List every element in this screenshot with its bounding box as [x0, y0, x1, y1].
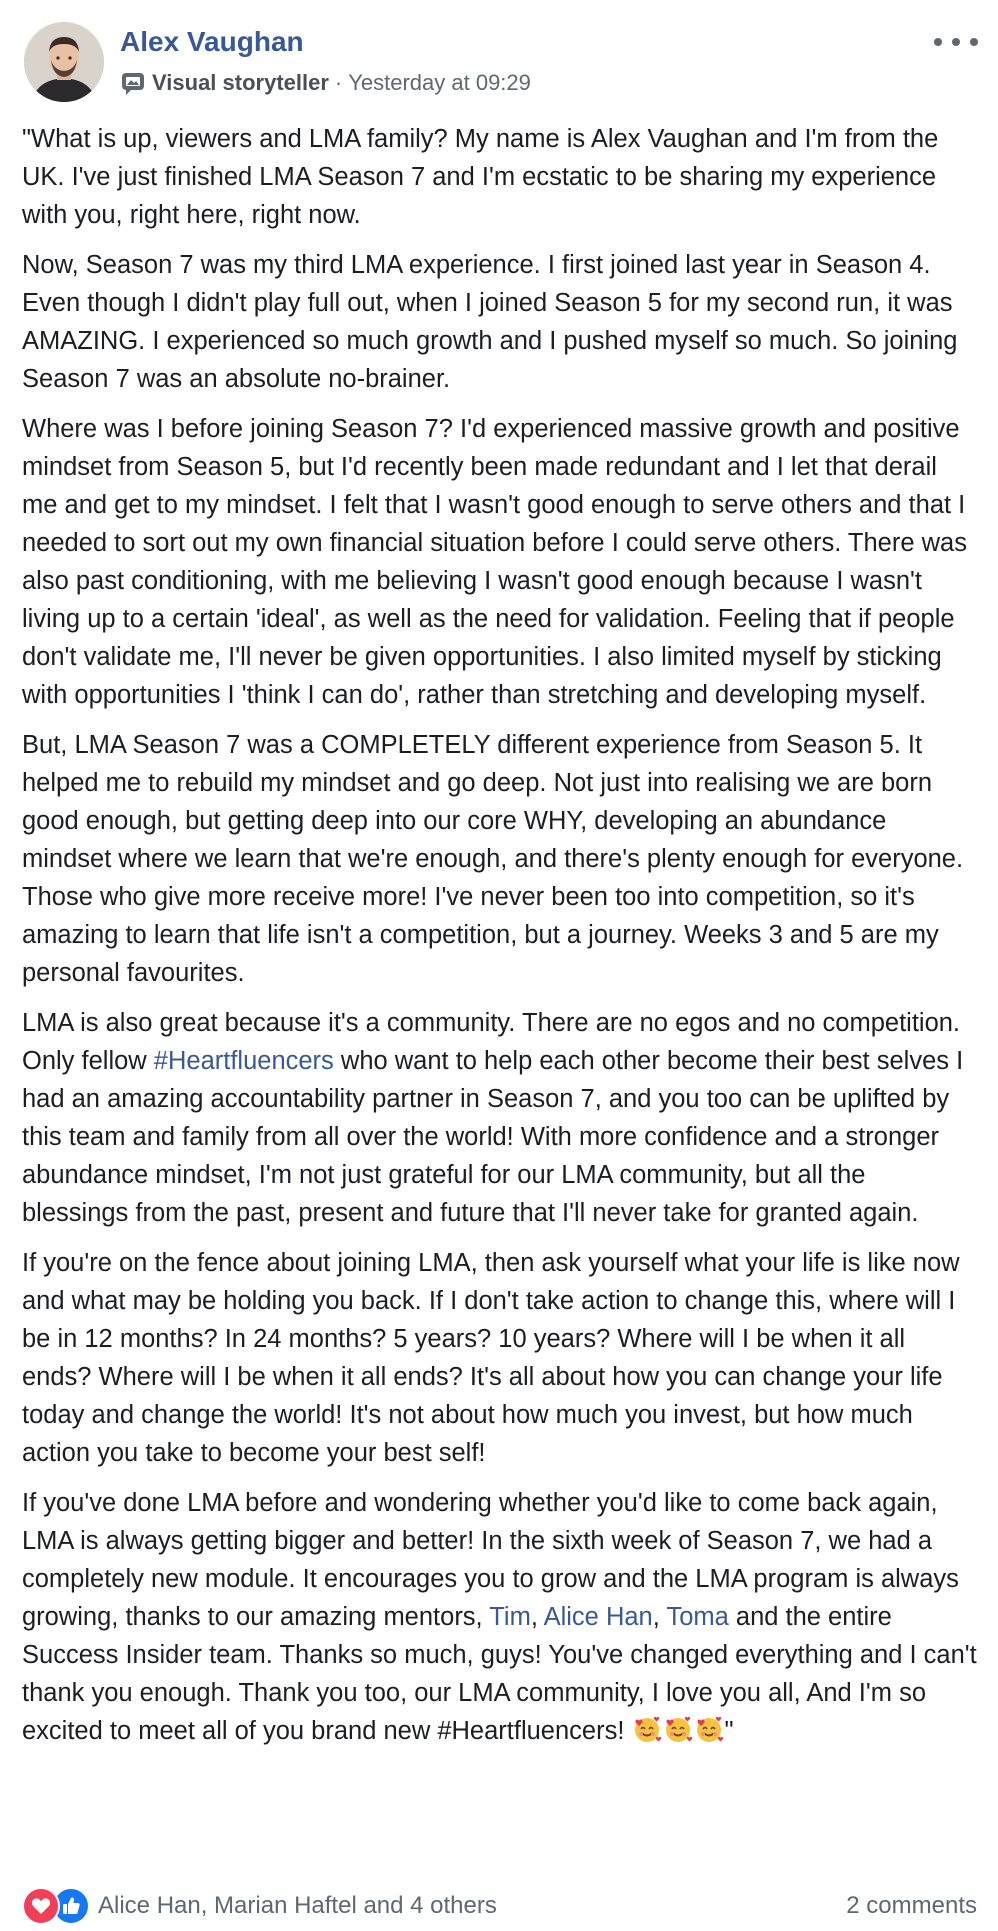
- paragraph-text: and the entire Success Insider team. Thanks so much, guys! You've changed everything and I can't thank you enough. Thank you too, our LMA community, I love you all, And I'm so excited to meet all of you brand new #Heartfluencers!: [22, 1603, 977, 1745]
- dot-icon: [970, 38, 978, 46]
- post-paragraph: But, LMA Season 7 was a COMPLETELY different experience from Season 5. It helped me to rebuild my mindset and go deep. Not just into realising we are born good enough, but getting deep into our core WHY, developing an abundance mindset where we learn that we're enough, and there's plenty enough for everyone. Those who give more receive more! I've never been too into competition, so it's amazing to learn that life isn't a competition, but a journey. Weeks 3 and 5 are my personal favourites.: [22, 731, 964, 987]
- post-paragraph: "What is up, viewers and LMA family? My name is Alex Vaughan and I'm from the UK. I've just finished LMA Season 7 and I'm ecstatic to be sharing my experience with you, right here, right now.: [22, 125, 939, 229]
- paragraph-text: ": [724, 1717, 734, 1745]
- reactors-summary[interactable]: Alice Han, Marian Haftel and 4 others: [98, 1892, 497, 1919]
- post-paragraph: Where was I before joining Season 7? I'd experienced massive growth and positive mindset from Season 5, but I'd recently been made redundant and I let that derail me and get to my mindset. I felt that I wasn't good enough to serve others and that I needed to sort out my own financial situation before I could serve others. There was also past conditioning, with me believing I wasn't good enough because I wasn't living up to a certain 'ideal', as well as the need for validation. Feeling that if people don't validate me, I'll never be given opportunities. I also limited myself by sticking with opportunities I 'think I can do', rather than stretching and developing myself.: [22, 415, 967, 709]
- avatar-portrait-icon: [24, 22, 104, 102]
- paragraph-text: ,: [652, 1603, 667, 1631]
- post-paragraph: [22, 1004, 977, 1232]
- post-body: [22, 120, 977, 1762]
- paragraph-text: ,: [530, 1603, 544, 1631]
- paragraph-text: If you've done LMA before and wondering whether you'd like to come back again, LMA is always getting bigger and better! In the sixth week of Season 7, we had a completely new module. It encourages you to grow and the LMA program is always growing, thanks to our amazing mentors,: [22, 1489, 959, 1631]
- avatar[interactable]: [24, 22, 104, 102]
- more-options-button[interactable]: [934, 30, 978, 54]
- hashtag-link[interactable]: #Heartfluencers: [153, 1047, 334, 1075]
- post-meta: [120, 70, 531, 96]
- paragraph-text: LMA is also great because it's a community. There are no egos and no competition. Only fellow: [22, 1009, 961, 1075]
- mention-alice-han[interactable]: Alice Han: [543, 1603, 653, 1631]
- love-reaction-icon: [22, 1887, 60, 1925]
- post-paragraph: Now, Season 7 was my third LMA experience. I first joined last year in Season 4. Even though I didn't play full out, when I joined Season 5 for my second run, it was AMAZING. I experienced so much growth and I pushed myself so much. So joining Season 7 was an absolute no-brainer.: [22, 251, 958, 393]
- visual-storyteller-badge-icon: [120, 70, 146, 96]
- meta-separator: ·: [334, 70, 343, 95]
- author-badge: Visual storyteller: [152, 70, 329, 95]
- smiling-face-with-hearts-icon: [694, 1714, 724, 1744]
- comments-count[interactable]: 2 comments: [846, 1892, 977, 1919]
- dot-icon: [934, 38, 942, 46]
- post-paragraph: If you're on the fence about joining LMA, then ask yourself what your life is like now and what may be holding you back. If I don't take action to change this, where will I be in 12 months? In 24 months? 5 years? 10 years? Where will I be when it all ends? Where will I be when it all ends? It's all about how you can change your life today and change the world! It's not about how much you invest, but how much action you take to become your best self!: [22, 1249, 960, 1467]
- paragraph-text: who want to help each other become their best selves I had an amazing accountability partner in Season 7, and you too can be uplifted by this team and family from all over the world! With more confidence and a stronger abundance mindset, I'm not just grateful for our LMA community, but all the blessings from the past, present and future that I'll never take for granted again.: [22, 1047, 964, 1227]
- post-header: [24, 20, 978, 104]
- post-footer: [22, 1886, 977, 1926]
- mention-toma[interactable]: Toma: [666, 1603, 729, 1631]
- smiling-face-with-hearts-icon: [663, 1714, 693, 1744]
- reaction-icons[interactable]: [22, 1887, 90, 1925]
- post-timestamp[interactable]: Yesterday at 09:29: [348, 70, 531, 95]
- dot-icon: [952, 38, 960, 46]
- smiling-face-with-hearts-icon: [632, 1714, 662, 1744]
- author-name[interactable]: Alex Vaughan: [120, 26, 304, 57]
- post-paragraph: [22, 1484, 977, 1750]
- mention-tim[interactable]: Tim: [489, 1603, 531, 1631]
